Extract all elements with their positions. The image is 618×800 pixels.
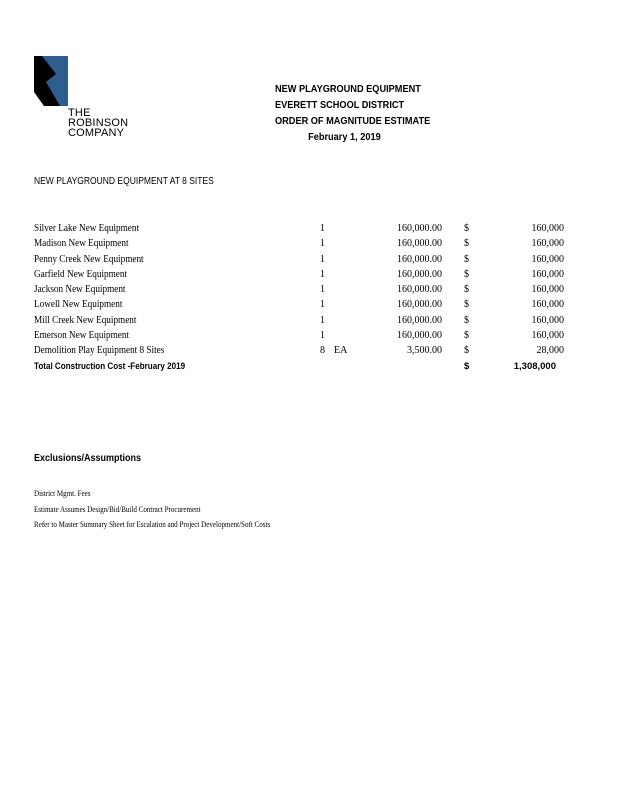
table-row [34,269,564,284]
item-quantity: 1 [320,223,325,234]
item-quantity: 1 [320,314,325,326]
item-quantity: 1 [320,238,325,250]
note-item: District Mgmt. Fees [34,489,91,498]
item-total: 160,000 [531,284,564,296]
item-description: Lowell New Equipment [34,299,123,311]
exclusions-title: Exclusions/Assumptions [34,453,142,464]
item-total: 160,000 [531,299,564,311]
item-unit-price: 160,000.00 [397,238,442,250]
item-description: Madison New Equipment [34,238,129,250]
item-total: 160,000 [531,330,564,342]
item-total: 160,000 [531,238,564,250]
item-description: Emerson New Equipment [34,330,130,342]
total-amount: 1,308,000 [513,360,556,372]
table-row [34,284,564,299]
logo-line-the: THE [68,107,91,119]
item-currency: $ [464,268,469,280]
item-unit-price: 160,000.00 [397,314,442,326]
item-quantity: 1 [320,284,325,296]
item-total: 160,000 [531,253,564,265]
table-row [34,254,564,269]
item-quantity: 8 [320,345,325,357]
item-unit-price: 160,000.00 [397,253,442,265]
company-logo [34,56,154,146]
logo-line-company: COMPANY [68,127,125,139]
item-unit-price: 3,500.00 [407,345,442,357]
note-item: Refer to Master Summary Sheet for Escalation and Project Development/Soft Costs [34,520,271,529]
header-project: NEW PLAYGROUND EQUIPMENT [275,84,421,95]
estimate-table [34,223,564,376]
table-row [34,345,564,360]
header-district: EVERETT SCHOOL DISTRICT [275,100,405,111]
header-date: February 1, 2019 [308,132,381,143]
logo-wordmark [68,108,128,138]
item-description: Mill Creek New Equipment [34,314,137,326]
item-currency: $ [464,238,469,250]
logo-line-robinson: ROBINSON [68,117,129,129]
item-currency: $ [464,345,469,357]
total-row [34,361,564,376]
item-description: Jackson New Equipment [34,284,126,296]
robinson-logo-icon [34,56,68,106]
item-currency: $ [464,284,469,296]
item-unit-price: 160,000.00 [397,299,442,311]
total-currency: $ [464,360,470,372]
item-unit-price: 160,000.00 [397,330,442,342]
table-row [34,330,564,345]
table-row [34,315,564,330]
item-quantity: 1 [320,268,325,280]
exclusions-notes [34,486,302,533]
item-quantity: 1 [320,299,325,311]
item-unit-price: 160,000.00 [397,284,442,296]
item-total: 160,000 [531,223,564,234]
item-total: 160,000 [531,268,564,280]
note-item: Estimate Assumes Design/Bid/Build Contract Procurement [34,504,201,514]
header-estimate-type: ORDER OF MAGNITUDE ESTIMATE [275,116,431,127]
total-description: Total Construction Cost -February 2019 [34,360,186,372]
table-row [34,223,564,238]
table-row [34,299,564,314]
item-total: 160,000 [531,314,564,326]
document-header [275,82,430,146]
item-currency: $ [464,223,469,234]
item-description: Demolition Play Equipment 8 Sites [34,345,165,357]
item-unit: EA [334,345,348,357]
item-currency: $ [464,314,469,326]
item-quantity: 1 [320,253,325,265]
item-currency: $ [464,253,469,265]
item-unit-price: 160,000.00 [397,268,442,280]
item-description: Silver Lake New Equipment [34,223,140,234]
item-currency: $ [464,330,469,342]
section-title: NEW PLAYGROUND EQUIPMENT AT 8 SITES [34,176,214,187]
item-currency: $ [464,299,469,311]
item-total: 28,000 [536,345,564,357]
item-quantity: 1 [320,330,325,342]
item-description: Penny Creek New Equipment [34,253,144,265]
item-description: Garfield New Equipment [34,268,128,280]
item-unit-price: 160,000.00 [397,223,442,234]
table-row [34,238,564,253]
